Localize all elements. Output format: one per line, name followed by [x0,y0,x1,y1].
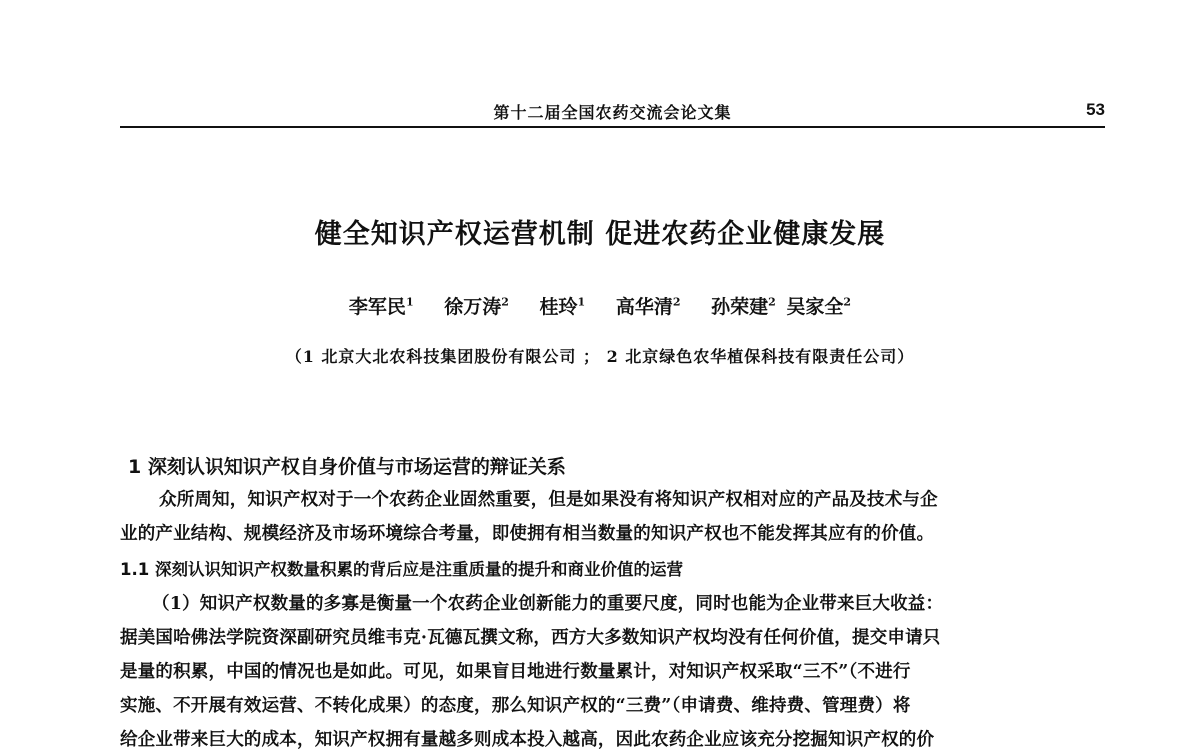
paper-title: 健全知识产权运营机制 促进农药企业健康发展 [314,219,886,250]
page-number: 53 [1086,100,1105,119]
paragraph-line: 实施、不开展有效运营、不转化成果）的态度，那么知识产权的“三费”（申请费、维持费、管理费）将 [120,696,911,716]
author [711,292,776,319]
section-heading: 1 深刻认识知识产权自身价值与市场运营的辩证关系 [128,456,566,478]
paragraph-line: 是量的积累，中国的情况也是如此。可见，如果盲目地进行数量累计，对知识产权采取“三不”（不进行 [120,662,911,682]
author-name: 桂玲 [539,296,578,318]
affiliations: （1 北京大北农科技集团股份有限公司 ； 2 北京绿色农华植保科技有限责任公司） [285,347,915,366]
running-header [120,100,1105,126]
paragraph-line: （1）知识产权数量的多寡是衡量一个农药企业创新能力的重要尺度，同时也能为企业带来巨大收益： [152,594,944,614]
journal-name: 第十二届全国农药交流会论文集 [493,103,732,122]
author-affiliation-mark: 2 [501,295,509,309]
paragraph-line: 众所周知，知识产权对于一个农药企业固然重要，但是如果没有将知识产权相对应的产品及技术与企 [159,490,938,510]
author-name: 孙荣建 [711,296,769,318]
author-name: 高华清 [615,296,673,318]
author-name: 徐万涛 [444,296,502,318]
paragraph-line: 给企业带来巨大的成本，知识产权拥有量越多则成本投入越高，因此农药企业应该充分挖掘知识产权的价 [120,730,935,750]
paragraph-line: 据美国哈佛法学院资深副研究员维韦克·瓦德瓦撰文称，西方大多数知识产权均没有任何价值，提交申请只 [120,628,941,648]
author-affiliation-mark: 1 [405,295,414,309]
author-affiliation-mark: 2 [768,295,776,309]
author-name: 李军民 [348,296,406,318]
author [540,292,586,319]
author-list [0,292,1200,319]
author [444,292,509,319]
author-affiliation-mark: 2 [672,295,681,309]
author [616,292,681,319]
subsection-heading: 1.1 深刻认识知识产权数量积累的背后应是注重质量的提升和商业价值的运营 [120,560,683,579]
author [349,292,414,319]
author [786,292,851,319]
author-affiliation-mark: 2 [843,295,852,309]
paragraph-line: 业的产业结构、规模经济及市场环境综合考量，即使拥有相当数量的知识产权也不能发挥其应有的价值。 [120,524,935,544]
author-affiliation-mark: 1 [577,295,586,309]
header-rule [120,126,1105,128]
author-name: 吴家全 [786,296,844,318]
